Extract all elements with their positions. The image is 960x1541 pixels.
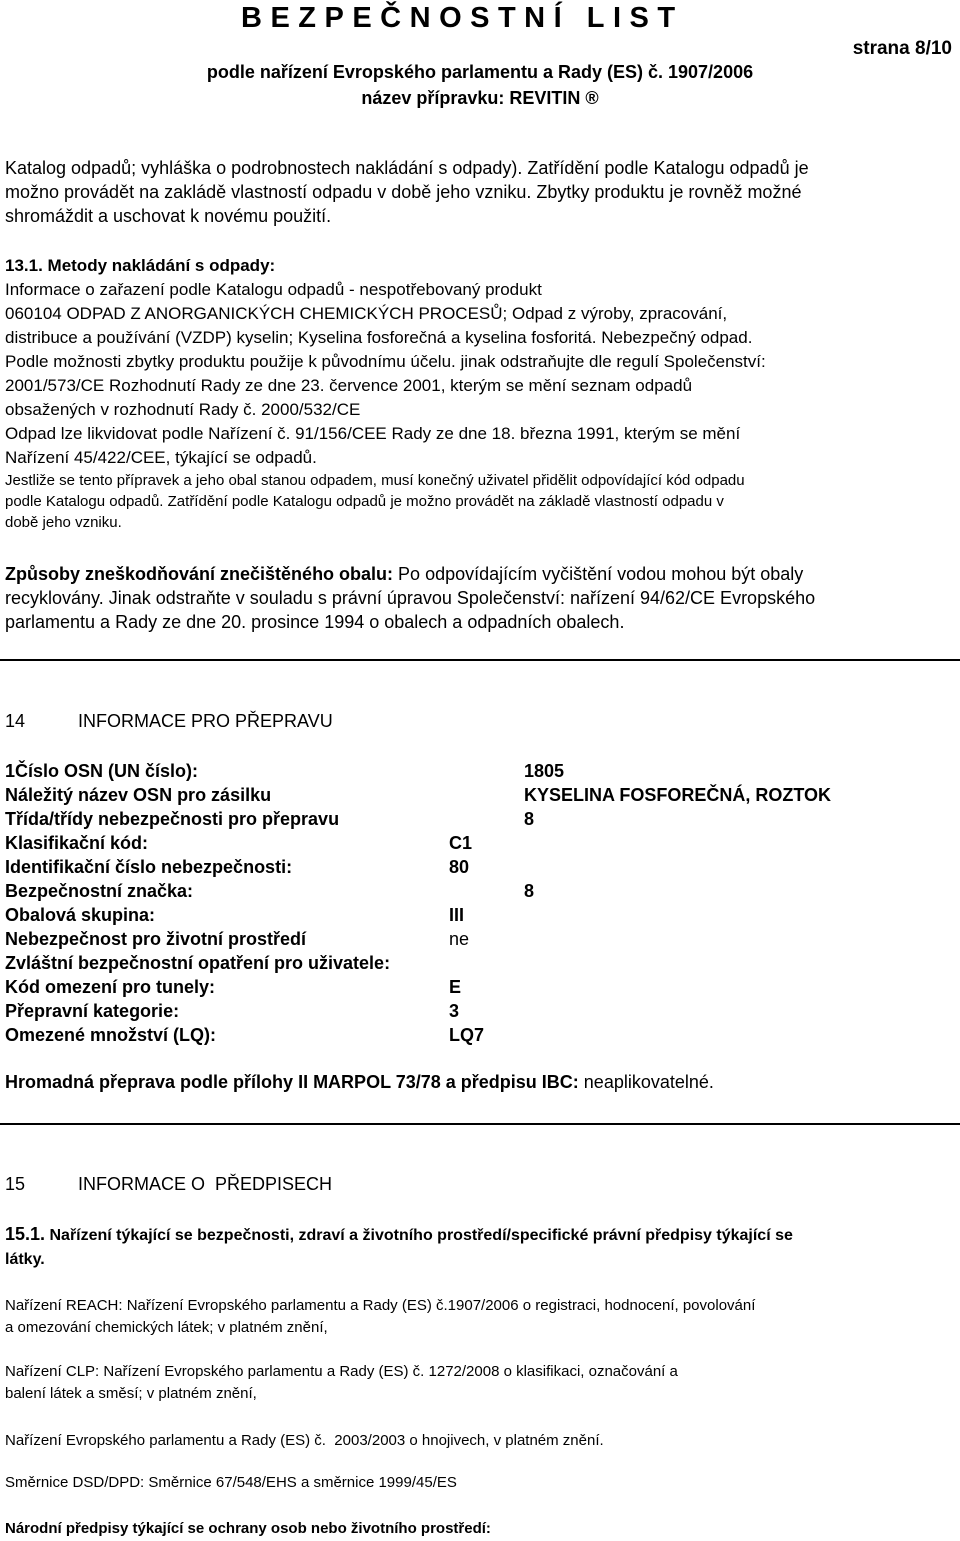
transport-label: Kód omezení pro tunely: [5, 977, 216, 997]
marpol-label: Hromadná přeprava podle přílohy II MARPOL 73/78 a předpisu IBC: [5, 1072, 579, 1092]
intro-paragraph [5, 156, 953, 228]
text-line: 060104 ODPAD Z ANORGANICKÝCH CHEMICKÝCH PROCESŮ; Odpad z výroby, zpracování, [5, 304, 728, 323]
packaging-text: Po odpovídajícím vyčištění vodou mohou být obaly [393, 564, 804, 584]
transport-value: LQ7 [449, 1025, 485, 1045]
packaging-label: Způsoby zneškodňování znečištěného obalu: [5, 564, 394, 584]
page-number: strana 8/10 [852, 38, 952, 59]
text-line: době jeho vzniku. [5, 514, 122, 531]
transport-label: Nebezpečnost pro životní prostředí [5, 929, 307, 949]
text-line: Informace o zařazení podle Katalogu odpadů - nespotřebovaný produkt [5, 280, 542, 299]
fertilizer-regulation: Nařízení Evropského parlamentu a Rady (ES) č. 2003/2003 o hnojivech, v platném znění. [5, 1432, 604, 1449]
marpol-line [5, 1072, 714, 1093]
national-regulations-heading: Národní předpisy týkající se ochrany osob nebo životního prostředí: [5, 1520, 491, 1537]
transport-value: III [449, 905, 465, 925]
section-15-title: INFORMACE O PŘEDPISECH [78, 1174, 333, 1194]
regulation-subtitle: podle nařízení Evropského parlamentu a Rady (ES) č. 1907/2006 [206, 62, 754, 82]
transport-value: ne [449, 929, 470, 949]
clp-paragraph [5, 1361, 953, 1405]
intro-line: shromáždit a uschovat k novému použití. [5, 206, 332, 226]
section-13-1-heading: 13.1. Metody nakládání s odpady: [5, 256, 276, 275]
transport-label: Obalová skupina: [5, 905, 156, 925]
section-15-number: 15 [5, 1174, 26, 1194]
text-line: balení látek a směsí; v platném znění, [5, 1385, 257, 1402]
packaging-paragraph [5, 562, 953, 634]
transport-label: 1Číslo OSN (UN číslo): [5, 761, 199, 781]
intro-line: možno provádět na zakládě vlastností odpadu v době jeho vzniku. Zbytky produktu je rovněž možné [5, 182, 802, 202]
text-line: Nařízení CLP: Nařízení Evropského parlamentu a Rady (ES) č. 1272/2008 o klasifikaci, označování a [5, 1363, 678, 1380]
transport-label: Omezené množství (LQ): [5, 1025, 217, 1045]
section-divider [0, 659, 960, 661]
section-15-1-number: 15.1. [5, 1224, 46, 1244]
text-line: Nařízení 45/422/CEE, týkající se odpadů. [5, 448, 317, 467]
document-title: BEZPEČNOSTNÍ LIST [241, 2, 684, 34]
transport-label: Klasifikační kód: [5, 833, 149, 853]
transport-label: Bezpečnostní značka: [5, 881, 194, 901]
marpol-value: neaplikovatelné. [578, 1072, 714, 1092]
section-14-number: 14 [5, 711, 26, 731]
intro-line: Katalog odpadů; vyhláška o podrobnostech nakládání s odpady). Zatřídění podle Katalogu odpadů je [5, 158, 809, 178]
section-divider [0, 1123, 960, 1125]
transport-value: 3 [449, 1001, 460, 1021]
product-name: název přípravku: REVITIN ® [361, 88, 599, 108]
transport-label: Identifikační číslo nebezpečnosti: [5, 857, 293, 877]
text-line: recyklovány. Jinak odstraňte v souladu s právní úpravou Společenství: nařízení 94/62/CE Evropského [5, 588, 816, 608]
transport-value: 8 [524, 809, 535, 829]
section-14-title: INFORMACE PRO PŘEPRAVU [78, 711, 333, 731]
section-13-1 [5, 254, 953, 470]
transport-label: Třída/třídy nebezpečnosti pro přepravu [5, 809, 340, 829]
transport-value: KYSELINA FOSFOREČNÁ, ROZTOK [524, 785, 832, 805]
text-line: Odpad lze likvidovat podle Nařízení č. 91/156/CEE Rady ze dne 18. března 1991, kterým se mění [5, 424, 741, 443]
text-line: 2001/573/CE Rozhodnutí Rady ze dne 23. července 2001, kterým se mění seznam odpadů [5, 376, 693, 395]
section-15-1-heading-cont: látky. [5, 1251, 45, 1268]
waste-note [5, 470, 953, 533]
transport-value: 80 [449, 857, 470, 877]
transport-label: Zvláštní bezpečnostní opatření pro uživatele: [5, 953, 391, 973]
dsd-directive: Směrnice DSD/DPD: Směrnice 67/548/EHS a směrnice 1999/45/ES [5, 1474, 457, 1491]
reach-paragraph [5, 1295, 953, 1339]
text-line: a omezování chemických látek; v platném znění, [5, 1319, 328, 1336]
text-line: Nařízení REACH: Nařízení Evropského parlamentu a Rady (ES) č.1907/2006 o registraci, hodnocení, povolování [5, 1297, 756, 1314]
text-line: podle Katalogu odpadů. Zatřídění podle Katalogu odpadů je možno provádět na základě vlastností odpadu v [5, 493, 724, 510]
transport-label: Přepravní kategorie: [5, 1001, 180, 1021]
text-line: Podle možnosti zbytky produktu použije k původnímu účelu. jinak odstraňujte dle regulí Společenství: [5, 352, 766, 371]
transport-value: 8 [524, 881, 535, 901]
transport-value: 1805 [524, 761, 565, 781]
section-15-1-heading: Nařízení týkající se bezpečnosti, zdraví a životního prostředí/specifické právní předpisy týkající se [45, 1227, 793, 1244]
transport-label: Náležitý název OSN pro zásilku [5, 785, 272, 805]
transport-value: E [449, 977, 462, 997]
text-line: distribuce a používání (VZDP) kyselin; Kyselina fosforečná a kyselina fosforitá. Nebezpečný odpad. [5, 328, 753, 347]
text-line: parlamentu a Rady ze dne 20. prosince 1994 o obalech a odpadních obalech. [5, 612, 625, 632]
section-15-1 [5, 1222, 953, 1272]
text-line: obsažených v rozhodnutí Rady č. 2000/532/CE [5, 400, 361, 419]
transport-value: C1 [449, 833, 473, 853]
text-line: Jestliže se tento přípravek a jeho obal stanou odpadem, musí konečný uživatel přidělit odpovídající kód odpadu [5, 472, 745, 489]
